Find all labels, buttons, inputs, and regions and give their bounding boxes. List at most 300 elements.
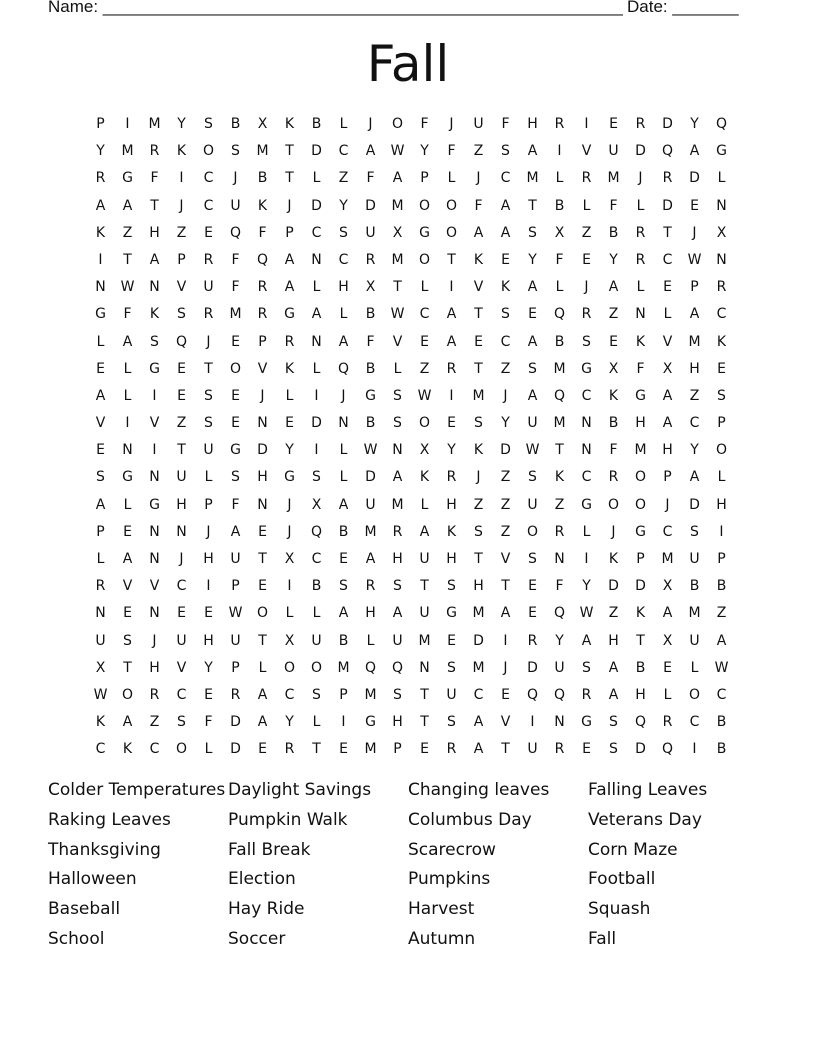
grid-letter: J <box>692 224 697 241</box>
grid-letter: S <box>339 224 348 241</box>
grid-letter: S <box>312 469 321 486</box>
grid-letter: T <box>150 197 159 214</box>
grid-letter: C <box>716 686 727 703</box>
grid-letter: E <box>501 686 510 703</box>
grid-letter: O <box>607 496 620 513</box>
grid-letter: R <box>257 279 268 296</box>
grid-letter: N <box>419 659 430 676</box>
grid-letter: J <box>287 523 292 540</box>
grid-letter: G <box>122 170 133 187</box>
grid-letter: J <box>665 496 670 513</box>
grid-letter: R <box>635 224 646 241</box>
grid-letter: T <box>447 251 456 268</box>
grid-letter: H <box>365 605 376 622</box>
grid-letter: G <box>635 387 646 404</box>
grid-letter: R <box>203 251 214 268</box>
grid-letter: J <box>287 197 292 214</box>
grid-letter: X <box>716 224 727 241</box>
grid-letter: H <box>149 659 160 676</box>
grid-letter: M <box>472 659 485 676</box>
grid-letter: G <box>716 143 727 160</box>
grid-letter: L <box>555 279 564 296</box>
grid-letter: H <box>716 496 727 513</box>
grid-letter: O <box>634 469 647 486</box>
grid-letter: H <box>473 578 484 595</box>
grid-letter: A <box>527 387 538 404</box>
grid-letter: C <box>176 686 187 703</box>
grid-letter: K <box>635 605 646 622</box>
grid-letter: E <box>609 333 618 350</box>
grid-letter: S <box>150 333 159 350</box>
grid-letter: N <box>581 442 592 459</box>
grid-letter: P <box>285 224 294 241</box>
grid-letter: S <box>204 415 213 432</box>
grid-letter: M <box>391 197 404 214</box>
grid-letter: C <box>500 170 511 187</box>
grid-letter: S <box>177 306 186 323</box>
grid-letter: H <box>689 360 700 377</box>
grid-letter: P <box>339 686 348 703</box>
grid-letter: U <box>365 496 376 513</box>
grid-letter: A <box>257 714 268 731</box>
grid-letter: R <box>635 116 646 132</box>
grid-letter: L <box>690 659 699 676</box>
grid-letter: E <box>663 279 672 296</box>
grid-letter: E <box>258 578 267 595</box>
grid-letter: L <box>717 170 726 187</box>
grid-letter: P <box>636 551 645 567</box>
grid-letter: T <box>636 632 645 649</box>
grid-letter: X <box>554 224 565 241</box>
grid-letter: B <box>716 578 727 595</box>
grid-letter: I <box>179 170 184 187</box>
grid-letter: A <box>527 333 538 350</box>
grid-letter: F <box>204 714 213 731</box>
word-list-item: Raking Leaves <box>48 809 171 830</box>
grid-letter: L <box>312 605 321 622</box>
grid-letter: Q <box>526 686 539 703</box>
grid-letter: I <box>557 143 562 160</box>
grid-letter: E <box>528 605 537 622</box>
grid-letter: S <box>501 306 510 323</box>
grid-letter: F <box>636 360 645 377</box>
grid-letter: X <box>608 360 619 377</box>
grid-letter: L <box>420 496 429 513</box>
grid-letter: D <box>311 197 322 214</box>
grid-letter: B <box>608 224 619 241</box>
grid-letter: H <box>635 415 646 432</box>
grid-letter: J <box>476 170 481 187</box>
grid-letter: I <box>692 741 697 758</box>
grid-letter: W <box>579 605 594 622</box>
grid-letter: T <box>555 442 564 459</box>
grid-letter: R <box>284 333 295 350</box>
grid-letter: S <box>393 686 402 703</box>
grid-letter: I <box>125 116 130 132</box>
grid-letter: Y <box>690 116 699 132</box>
grid-letter: R <box>608 469 619 486</box>
grid-letter: K <box>257 197 268 214</box>
grid-letter: Q <box>337 360 350 377</box>
grid-letter: K <box>473 442 484 459</box>
grid-letter: E <box>474 333 483 350</box>
grid-letter: L <box>339 469 348 486</box>
grid-letter: I <box>503 632 508 649</box>
grid-letter: A <box>527 143 538 160</box>
grid-letter: P <box>690 279 699 296</box>
grid-letter: G <box>635 523 646 540</box>
grid-letter: E <box>231 333 240 350</box>
grid-letter: B <box>365 415 376 432</box>
grid-letter: A <box>689 469 700 486</box>
grid-letter: I <box>449 279 454 296</box>
grid-letter: L <box>258 659 267 676</box>
grid-letter: A <box>122 333 133 350</box>
grid-letter: Y <box>582 578 591 595</box>
grid-letter: E <box>447 415 456 432</box>
grid-letter: C <box>311 224 322 241</box>
grid-letter: P <box>420 170 429 187</box>
grid-letter: P <box>177 251 186 268</box>
grid-letter: S <box>393 578 402 595</box>
grid-letter: C <box>176 578 187 595</box>
grid-letter: N <box>338 415 349 432</box>
grid-letter: L <box>636 197 645 214</box>
grid-letter: R <box>257 306 268 323</box>
grid-letter: U <box>176 632 187 649</box>
grid-letter: M <box>472 387 485 404</box>
grid-letter: K <box>149 306 160 323</box>
grid-letter: D <box>689 496 700 513</box>
grid-letter: O <box>418 197 431 214</box>
grid-letter: A <box>311 306 322 323</box>
grid-letter: E <box>447 632 456 649</box>
grid-letter: X <box>311 496 322 513</box>
grid-letter: K <box>284 360 295 377</box>
grid-letter: K <box>284 116 295 132</box>
grid-letter: W <box>390 143 405 160</box>
grid-letter: P <box>96 523 105 540</box>
grid-letter: A <box>95 496 106 513</box>
grid-letter: P <box>717 551 726 567</box>
grid-letter: M <box>553 360 566 377</box>
grid-letter: K <box>176 143 187 160</box>
grid-letter: R <box>392 523 403 540</box>
grid-letter: T <box>258 632 267 649</box>
grid-letter: R <box>95 578 106 595</box>
grid-letter: W <box>363 442 378 459</box>
grid-letter: L <box>204 469 213 486</box>
grid-letter: U <box>230 197 241 214</box>
grid-letter: T <box>528 197 537 214</box>
grid-letter: M <box>472 605 485 622</box>
grid-letter: G <box>284 469 295 486</box>
grid-letter: U <box>527 496 538 513</box>
grid-letter: E <box>96 442 105 459</box>
word-list-item: Thanksgiving <box>48 839 161 860</box>
grid-letter: E <box>204 686 213 703</box>
grid-letter: O <box>715 442 728 459</box>
grid-letter: C <box>662 251 673 268</box>
grid-letter: P <box>231 578 240 595</box>
grid-letter: C <box>95 741 106 758</box>
grid-letter: Q <box>391 659 404 676</box>
grid-letter: G <box>419 224 430 241</box>
grid-letter: B <box>554 197 565 214</box>
grid-letter: Q <box>364 659 377 676</box>
grid-letter: L <box>204 741 213 758</box>
grid-letter: C <box>284 686 295 703</box>
grid-letter: T <box>501 578 510 595</box>
grid-letter: L <box>285 605 294 622</box>
grid-letter: I <box>449 387 454 404</box>
grid-letter: I <box>152 387 157 404</box>
grid-letter: M <box>553 415 566 432</box>
grid-letter: B <box>257 170 268 187</box>
grid-letter: E <box>528 306 537 323</box>
grid-letter: A <box>662 387 673 404</box>
grid-letter: A <box>662 415 673 432</box>
grid-letter: Z <box>176 415 187 432</box>
grid-letter: A <box>122 197 133 214</box>
grid-letter: L <box>555 170 564 187</box>
word-list-item: Veterans Day <box>588 809 702 830</box>
grid-letter: R <box>662 714 673 731</box>
grid-letter: I <box>584 116 589 132</box>
grid-letter: B <box>311 116 322 132</box>
grid-letter: E <box>420 333 429 350</box>
word-list-item: Pumpkin Walk <box>228 809 348 830</box>
grid-letter: S <box>474 415 483 432</box>
grid-letter: L <box>663 686 672 703</box>
grid-letter: E <box>582 741 591 758</box>
grid-letter: C <box>149 741 160 758</box>
grid-letter: Z <box>149 714 160 731</box>
word-list-item: Autumn <box>408 928 476 949</box>
grid-letter: S <box>528 224 537 241</box>
grid-letter: Z <box>122 224 133 241</box>
grid-letter: S <box>393 387 402 404</box>
grid-letter: G <box>230 442 241 459</box>
grid-letter: L <box>312 360 321 377</box>
grid-letter: B <box>365 306 376 323</box>
grid-letter: S <box>447 714 456 731</box>
grid-letter: A <box>284 251 295 268</box>
grid-letter: N <box>311 251 322 268</box>
grid-letter: Z <box>608 306 619 323</box>
grid-letter: U <box>392 632 403 649</box>
grid-letter: B <box>608 415 619 432</box>
grid-letter: H <box>149 224 160 241</box>
grid-letter: M <box>337 659 350 676</box>
grid-letter: V <box>176 279 187 296</box>
grid-letter: D <box>365 197 376 214</box>
grid-letter: E <box>204 224 213 241</box>
grid-letter: D <box>635 143 646 160</box>
grid-letter: D <box>230 714 241 731</box>
grid-letter: A <box>608 659 619 676</box>
grid-letter: L <box>123 496 132 513</box>
grid-letter: M <box>364 741 377 758</box>
grid-letter: K <box>716 333 727 350</box>
grid-letter: M <box>121 143 134 160</box>
grid-letter: C <box>662 523 673 540</box>
grid-letter: D <box>257 442 268 459</box>
grid-letter: H <box>176 496 187 513</box>
grid-letter: O <box>202 143 215 160</box>
grid-letter: V <box>122 578 133 595</box>
grid-letter: S <box>582 659 591 676</box>
grid-letter: H <box>446 551 457 567</box>
grid-letter: X <box>392 224 403 241</box>
grid-letter: C <box>581 387 592 404</box>
grid-letter: Z <box>689 387 700 404</box>
grid-letter: L <box>582 197 591 214</box>
grid-letter: X <box>365 279 376 296</box>
grid-letter: E <box>231 387 240 404</box>
grid-letter: J <box>503 387 508 404</box>
grid-letter: Z <box>554 496 565 513</box>
grid-letter: U <box>527 741 538 758</box>
grid-letter: M <box>418 632 431 649</box>
grid-letter: G <box>284 306 295 323</box>
grid-letter: S <box>474 523 483 540</box>
grid-letter: N <box>149 469 160 486</box>
grid-letter: A <box>392 170 403 187</box>
grid-letter: R <box>581 306 592 323</box>
grid-letter: C <box>338 251 349 268</box>
grid-letter: H <box>257 469 268 486</box>
grid-letter: W <box>228 605 243 622</box>
grid-letter: T <box>123 659 132 676</box>
grid-letter: C <box>689 714 700 731</box>
grid-letter: A <box>446 306 457 323</box>
grid-letter: E <box>528 578 537 595</box>
grid-letter: X <box>284 632 295 649</box>
grid-letter: M <box>364 686 377 703</box>
grid-letter: E <box>285 415 294 432</box>
grid-letter: Q <box>310 523 323 540</box>
grid-letter: N <box>581 415 592 432</box>
name-field-label: Name: _______________________________________________________ <box>48 0 623 16</box>
grid-letter: W <box>93 686 108 703</box>
grid-letter: S <box>501 143 510 160</box>
grid-letter: T <box>420 686 429 703</box>
grid-letter: Y <box>204 659 213 676</box>
grid-letter: W <box>714 659 729 676</box>
grid-letter: E <box>609 116 618 132</box>
grid-letter: Y <box>690 442 699 459</box>
grid-letter: P <box>96 116 105 132</box>
grid-letter: B <box>716 714 727 731</box>
grid-letter: A <box>338 605 349 622</box>
grid-letter: K <box>608 551 619 567</box>
grid-letter: G <box>149 496 160 513</box>
grid-letter: S <box>393 415 402 432</box>
grid-letter: U <box>446 686 457 703</box>
grid-letter: K <box>500 279 511 296</box>
grid-letter: C <box>338 143 349 160</box>
grid-letter: O <box>310 659 323 676</box>
grid-letter: D <box>635 741 646 758</box>
grid-letter: K <box>473 251 484 268</box>
grid-letter: F <box>258 224 267 241</box>
grid-letter: E <box>204 605 213 622</box>
grid-letter: L <box>312 279 321 296</box>
grid-letter: T <box>312 741 321 758</box>
grid-letter: L <box>96 333 105 350</box>
grid-letter: D <box>365 469 376 486</box>
grid-letter: S <box>123 632 132 649</box>
grid-letter: Q <box>553 387 566 404</box>
grid-letter: F <box>231 496 240 513</box>
grid-letter: C <box>581 469 592 486</box>
grid-letter: L <box>285 387 294 404</box>
grid-letter: C <box>419 306 430 323</box>
grid-letter: U <box>689 632 700 649</box>
grid-letter: M <box>391 251 404 268</box>
grid-letter: A <box>581 632 592 649</box>
grid-letter: D <box>311 415 322 432</box>
grid-letter: Z <box>500 469 511 486</box>
grid-letter: R <box>527 632 538 649</box>
grid-letter: T <box>285 170 294 187</box>
grid-letter: L <box>663 306 672 323</box>
word-list-item: Fall <box>588 928 617 949</box>
grid-letter: E <box>123 605 132 622</box>
grid-letter: Y <box>285 442 294 459</box>
grid-letter: U <box>230 632 241 649</box>
grid-letter: I <box>719 523 724 540</box>
grid-letter: Y <box>501 415 510 432</box>
grid-letter: L <box>123 387 132 404</box>
grid-letter: U <box>176 469 187 486</box>
grid-letter: N <box>554 551 565 567</box>
grid-letter: D <box>608 578 619 595</box>
grid-letter: H <box>203 632 214 649</box>
grid-letter: J <box>476 469 481 486</box>
grid-letter: B <box>716 741 727 758</box>
grid-letter: A <box>230 523 241 540</box>
grid-letter: J <box>179 551 184 567</box>
grid-letter: H <box>608 632 619 649</box>
grid-letter: N <box>149 605 160 622</box>
grid-letter: J <box>206 333 211 350</box>
grid-letter: O <box>418 415 431 432</box>
grid-letter: I <box>314 387 319 404</box>
grid-letter: U <box>365 224 376 241</box>
grid-letter: Y <box>447 442 456 459</box>
grid-letter: T <box>420 714 429 731</box>
grid-letter: F <box>231 251 240 268</box>
grid-letter: E <box>258 523 267 540</box>
grid-letter: B <box>635 659 646 676</box>
grid-letter: V <box>149 415 160 432</box>
grid-letter: Q <box>553 306 566 323</box>
grid-letter: A <box>689 143 700 160</box>
grid-letter: U <box>527 415 538 432</box>
grid-letter: L <box>582 523 591 540</box>
grid-letter: R <box>716 279 727 296</box>
grid-letter: N <box>149 279 160 296</box>
grid-letter: R <box>446 741 457 758</box>
grid-letter: Z <box>338 170 349 187</box>
grid-letter: T <box>123 251 132 268</box>
grid-letter: R <box>95 170 106 187</box>
grid-letter: F <box>609 197 618 214</box>
grid-letter: F <box>366 333 375 350</box>
grid-letter: P <box>204 496 213 513</box>
